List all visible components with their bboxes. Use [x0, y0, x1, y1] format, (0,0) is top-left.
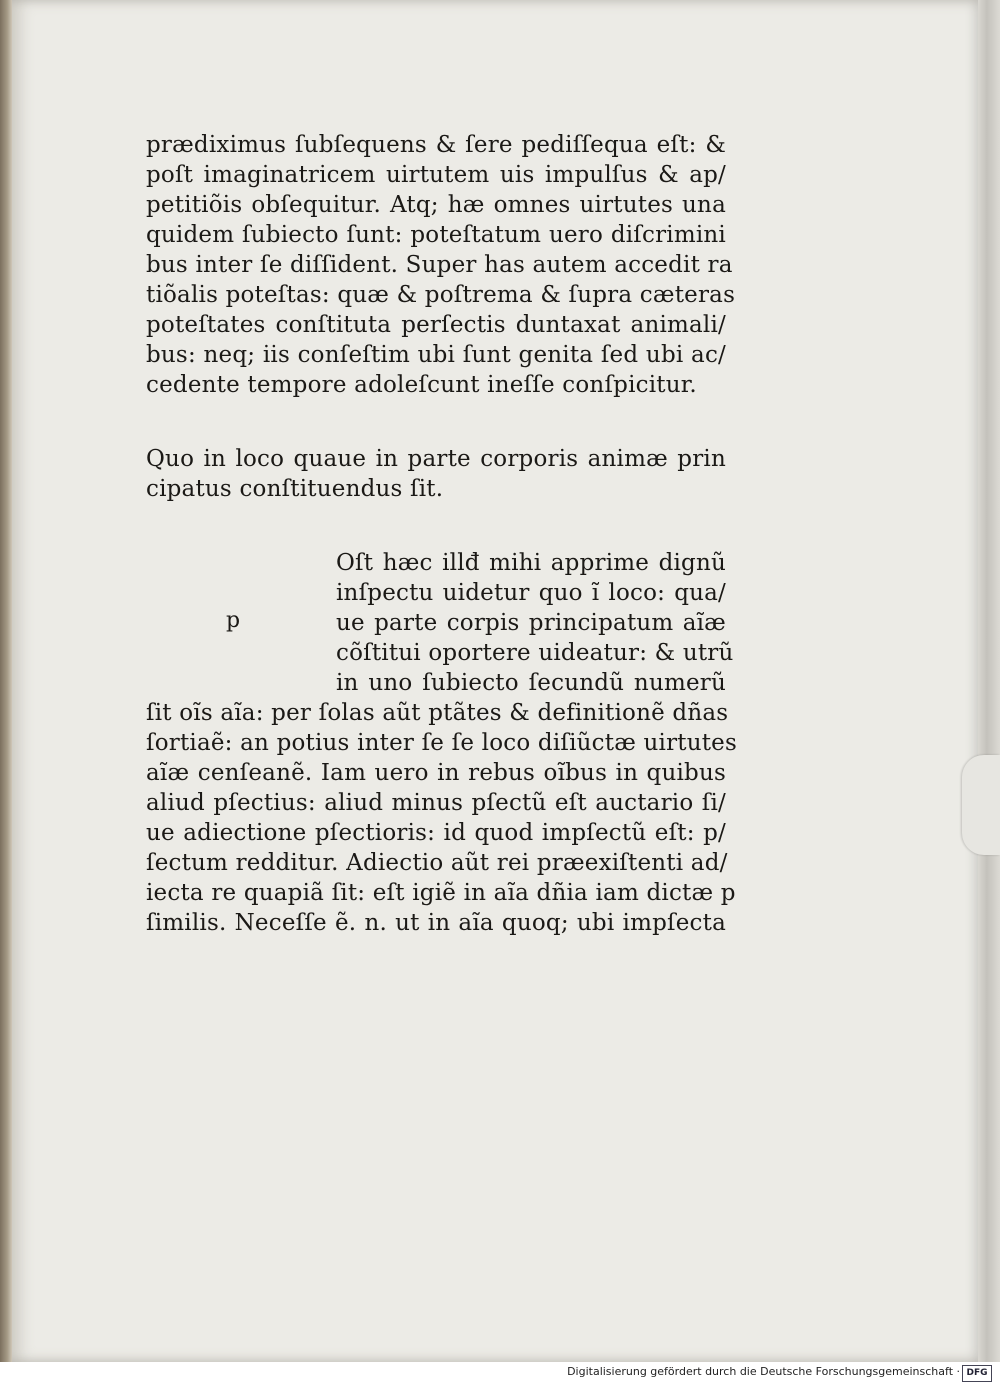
initial-letter: p — [226, 608, 241, 633]
text-line: ſortiaẽ: an potius inter ſe ſe loco diſiũctæ uirtutes — [146, 730, 738, 756]
chapter-heading: Quo in loco quaue in parte corporis animæ prin — [146, 446, 726, 472]
text-line: aliud pſectius: aliud minus pſectũ eſt auctario ſi/ — [146, 790, 726, 816]
book-binding — [0, 0, 12, 1362]
text-line: ſectum redditur. Adiectio aũt rei præexiſtenti ad/ — [146, 850, 728, 876]
dfg-logo: DFG — [962, 1365, 992, 1382]
text-line: cõſtitui oportere uideatur: & utrũ — [336, 640, 734, 666]
text-line: ue parte corpis principatum aĩæ — [336, 610, 726, 636]
text-line: cedente tempore adoleſcunt ineſſe conſpicitur. — [146, 372, 697, 398]
footer-credit: Digitalisierung gefördert durch die Deutsche Forschungsgemeinschaft · — [567, 1365, 960, 1378]
text-line: in uno ſubiecto ſecundũ numerũ — [336, 670, 726, 696]
text-line: tiõalis poteſtas: quæ & poſtrema & ſupra cæteras — [146, 282, 736, 308]
text-line: ue adiectione pſectioris: id quod impſectũ eſt: p/ — [146, 820, 726, 846]
page-edge — [978, 0, 1000, 1362]
text-line: bus: neq; iis conſeſtim ubi ſunt genita ſed ubi ac/ — [146, 342, 726, 368]
text-line: aĩæ cenſeanẽ. Iam uero in rebus oĩbus in quibus — [146, 760, 726, 786]
text-line: Oſt hæc illđ mihi apprime dignũ — [336, 550, 726, 576]
indented-block — [146, 548, 734, 698]
text-line: ſimilis. Neceſſe ẽ. n. ut in aĩa quoq; ubi impſecta — [146, 910, 726, 936]
spacer — [146, 504, 726, 548]
text-line: iecta re quapiã ſit: eſt igiẽ in aĩa dñia iam dictæ p — [146, 880, 736, 906]
text-line: petitiõis obſequitur. Atq; hæ omnes uirtutes una — [146, 192, 726, 218]
text-line: prædiximus ſubſequens & ſere pediſſequa eſt: & — [146, 132, 726, 158]
text-block — [146, 130, 738, 938]
page-tab — [962, 755, 1000, 855]
text-line: inſpectu uidetur quo ĩ loco: qua/ — [336, 580, 726, 606]
footer-bar — [0, 1362, 1000, 1384]
text-line: ſit oĩs aĩa: per ſolas aũt ptãtes & definitionẽ dñas — [146, 700, 729, 726]
chapter-heading: cipatus conſtituendus ſit. — [146, 476, 444, 502]
text-line: poſt imaginatricem uirtutem uis impulſus & ap/ — [146, 162, 726, 188]
text-line: bus inter ſe diſſident. Super has autem accedit ra — [146, 252, 733, 278]
spacer — [146, 400, 726, 444]
text-line: quidem ſubiecto ſunt: poteſtatum uero diſcrimini — [146, 222, 726, 248]
text-line: poteſtates conſtituta perſectis duntaxat animali/ — [146, 312, 726, 338]
